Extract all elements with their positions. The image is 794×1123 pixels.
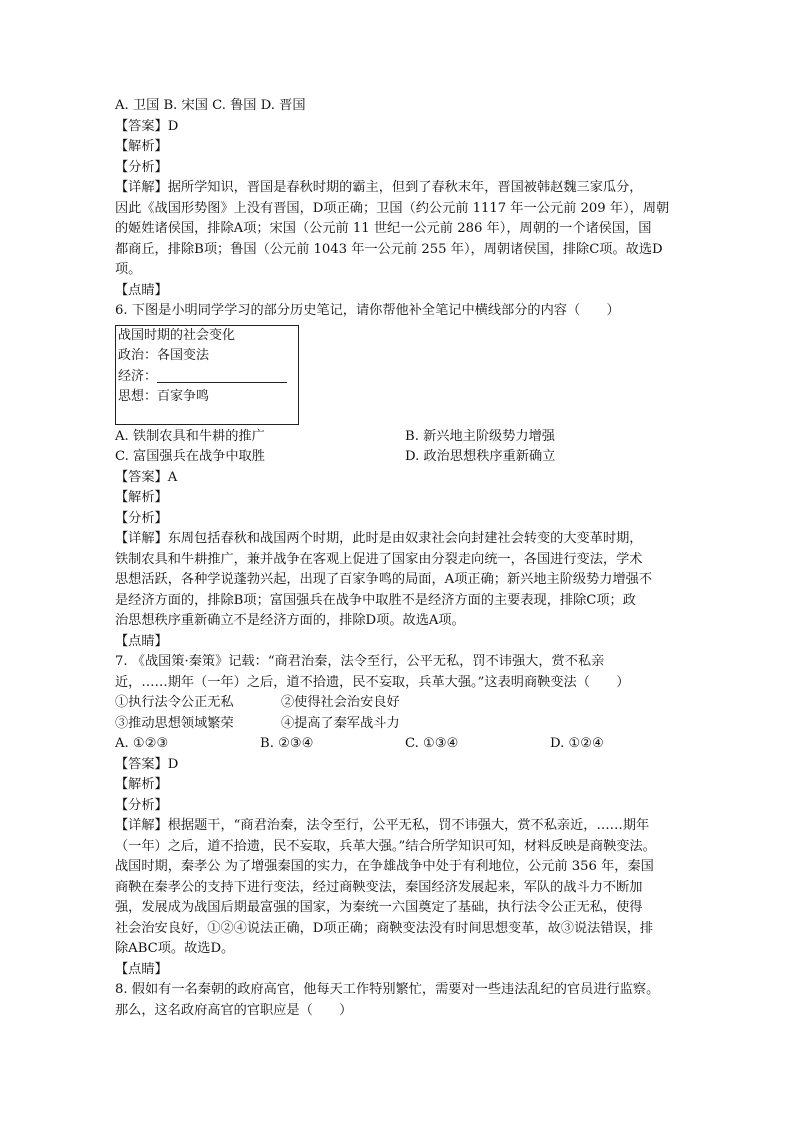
q5-options: A. 卫国 B. 宋国 C. 鲁国 D. 晋国 bbox=[115, 98, 306, 113]
q6-options-row-2 bbox=[115, 447, 695, 468]
notes-economy bbox=[118, 367, 298, 388]
q5-detail-line: 因此《战国形势图》上没有晋国，D项正确；卫国（约公元前 1117 年一公元前 209 年），周朝 bbox=[115, 200, 670, 216]
exam-page bbox=[115, 96, 695, 1021]
q7-fenxi-tag: 【分析】 bbox=[115, 797, 168, 813]
q7-statement-2: ②使得社会治安良好 bbox=[281, 695, 400, 710]
q6-option-d: D. 政治思想秩序重新确立 bbox=[405, 449, 556, 464]
q6-option-c: C. 富国强兵在战争中取胜 bbox=[115, 449, 265, 464]
q6-fenxi-tag: 【分析】 bbox=[115, 510, 168, 526]
q5-detail-line: 的姬姓诸侯国，排除A项；宋国（公元前 11 世纪一公元前 286 年），周朝的一个诸侯国，国 bbox=[115, 221, 652, 236]
q7-stem-line: 7. 《战国策·秦策》记载：“商君治秦，法令至行，公平无私，罚不讳强大，赏不私亲 bbox=[115, 654, 605, 669]
q5-detail-line: 项。 bbox=[115, 262, 142, 277]
q7-detail-line: 强，发展成为战国后期最富强的国家，为秦统一六国奠定了基础，执行法令公正无私，使得 bbox=[115, 900, 643, 915]
fill-blank-line bbox=[157, 370, 287, 383]
q7-analysis-tag: 【解析】 bbox=[115, 777, 168, 792]
notes-title: 战国时期的社会变化 bbox=[118, 327, 236, 343]
q6-detail-line: 思想活跃，各种学说蓬勃兴起，出现了百家争鸣的局面，A项正确；新兴地主阶级势力增强不 bbox=[115, 572, 653, 587]
q5-answer: 【答案】D bbox=[115, 118, 179, 134]
q7-options-row bbox=[115, 734, 695, 755]
q5-detail-line: 【详解】据所学知识，晋国是春秋时期的霸主，但到了春秋末年，晋国被韩赵魏三家瓜分， bbox=[115, 180, 643, 195]
q6-options-row-1 bbox=[115, 427, 695, 448]
q7-option-c: C. ①③④ bbox=[405, 736, 459, 751]
q7-answer: 【答案】D bbox=[115, 756, 179, 772]
q7-stem-line: 近，……期年（一年）之后，道不拾遗，民不妄取，兵革大强。”这表明商鞅变法（ ） bbox=[115, 674, 630, 690]
q7-option-d: D. ①②④ bbox=[550, 736, 604, 751]
q7-option-b: B. ②③④ bbox=[260, 736, 314, 751]
q6-option-a: A. 铁制农具和牛耕的推广 bbox=[115, 428, 265, 444]
q7-statements-row-1 bbox=[115, 693, 695, 714]
q7-option-a: A. ①②③ bbox=[115, 736, 169, 751]
q5-detail-line: 都商丘，排除B项；鲁国（公元前 1043 年一公元前 255 年），周朝诸侯国，排除C项。故选D bbox=[115, 241, 663, 257]
q5-review-tag: 【点睛】 bbox=[115, 282, 168, 298]
q7-statement-3: ③推动思想领域繁荣 bbox=[115, 715, 234, 731]
notes-thought: 思想：百家争鸣 bbox=[118, 389, 210, 405]
q6-review-tag: 【点睛】 bbox=[115, 633, 168, 649]
q7-detail-line: 商鞅在秦孝公的支持下进行变法，经过商鞅变法，秦国经济发展起来，军队的战斗力不断加 bbox=[115, 879, 643, 895]
q6-detail-line: 治思想秩序重新确立不是经济方面的，排除D项。故选A项。 bbox=[115, 613, 465, 628]
q7-review-tag: 【点睛】 bbox=[115, 961, 168, 977]
q7-statement-4: ④提高了秦军战斗力 bbox=[281, 715, 400, 731]
q6-detail-line: 是经济方面的，排除B项；富国强兵在战争中取胜不是经济方面的主要表现，排除C项；政 bbox=[115, 592, 636, 608]
notes-politics: 政治：各国变法 bbox=[118, 348, 210, 364]
notes-economy-label: 经济： bbox=[118, 368, 158, 384]
q7-statement-1: ①执行法令公正无私 bbox=[115, 695, 234, 710]
q6-stem: 6. 下图是小明同学学习的部分历史笔记，请你帮他补全笔记中横线部分的内容（ ） bbox=[115, 303, 620, 318]
q5-analysis-tag: 【解析】 bbox=[115, 139, 168, 154]
q7-detail-line: 除ABC项。故选D。 bbox=[115, 941, 235, 956]
q6-detail-line: 【详解】东周包括春秋和战国两个时期，此时是由奴隶社会向封建社会转变的大变革时期， bbox=[115, 531, 643, 546]
q7-detail-line: （一年）之后，道不拾遗，民不妄取，兵革大强。”结合所学知识可知，材料反映是商鞅变法。 bbox=[115, 838, 656, 854]
q8-stem-line: 那么，这名政府高官的官职应是（ ） bbox=[115, 1002, 353, 1018]
q7-detail-line: 社会治安良好，①②④说法正确，D项正确；商鞅变法没有时间思想变革，故③说法错误，排 bbox=[115, 920, 654, 936]
q7-detail-line: 战国时期，秦孝公 为了增强秦国的实力，在争雄战争中处于有利地位，公元前 356 年，秦国 bbox=[115, 859, 654, 874]
q6-option-b: B. 新兴地主阶级势力增强 bbox=[405, 428, 555, 444]
q6-notes-box bbox=[115, 325, 299, 425]
q6-analysis-tag: 【解析】 bbox=[115, 490, 168, 505]
q7-statements-row-2 bbox=[115, 714, 695, 735]
q6-answer: 【答案】A bbox=[115, 469, 178, 485]
q5-fenxi-tag: 【分析】 bbox=[115, 159, 168, 175]
q8-stem-line: 8. 假如有一名秦朝的政府高官，他每天工作特别繁忙，需要对一些违法乱纪的官员进行监察。 bbox=[115, 982, 660, 997]
q7-detail-line: 【详解】根据题干，“商君治秦，法令至行，公平无私，罚不讳强大，赏不私亲近，……期年 bbox=[115, 818, 650, 833]
q6-detail-line: 铁制农具和牛耕推广，兼并战争在客观上促进了国家由分裂走向统一，各国进行变法，学术 bbox=[115, 551, 643, 567]
